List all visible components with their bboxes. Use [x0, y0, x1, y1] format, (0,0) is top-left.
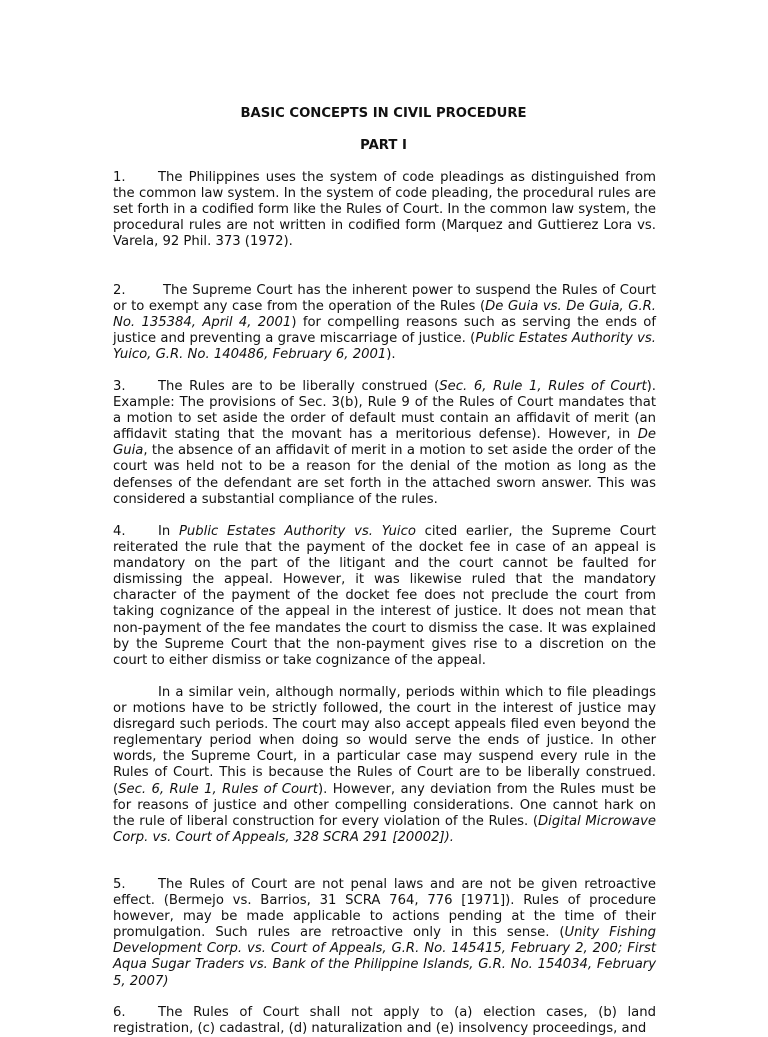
paragraph-1: [113, 170, 656, 250]
paragraph-4: [113, 524, 656, 669]
paragraph-number: 5.: [113, 877, 126, 892]
paragraph-4-continued: [113, 685, 656, 846]
citation-text: Digital Microwave Corp. vs. Court of Appeals, 328 SCRA 291 [20002]).: [113, 813, 656, 845]
paragraph-number: 3.: [113, 379, 126, 394]
paragraph-text: The Rules of Court are not penal laws and are not be given retroactive effect. (Bermejo vs. Barrios, 31 SCRA 764, 776 [1971]). Rules of procedure however, may be made applicable to actions pending at the time of their promulgation. Such rules are retroactive only in this sense. (: [113, 877, 656, 941]
paragraph-6: [113, 1005, 656, 1037]
paragraph-text: The Rules of Court shall not apply to (a) election cases, (b) land registration, (c) cadastral, (d) naturalization and (e) insolvency proceedings, and: [113, 1005, 656, 1037]
paragraph-number: 4.: [113, 524, 126, 539]
paragraph-5: [113, 877, 656, 990]
paragraph-2: [113, 283, 656, 363]
paragraph-text: The Philippines uses the system of code pleadings as distinguished from the common law system. In the system of code pleading, the procedural rules are set forth in a codified form like the Rules of Court. In the common law system, the procedural rules are not written in codified form (Marquez and Guttierez Lora vs. Varela, 92 Phil. 373 (1972).: [113, 170, 656, 250]
paragraph-text: ).: [386, 347, 396, 363]
citation-text: Public Estates Authority vs. Yuico: [178, 524, 416, 539]
paragraph-number: 2.: [113, 283, 126, 298]
citation-text: Public Estates Authority vs. Yuico, G.R. No. 140486, February 6, 2001: [113, 331, 656, 363]
paragraph-text: In: [158, 524, 179, 539]
paragraph-number: 6.: [113, 1005, 126, 1020]
paragraph-text: ). However, any deviation from the Rules must be for reasons of justice and other compelling considerations. One cannot hark on the rule of liberal construction for every violation of the Rules. (: [113, 781, 657, 829]
paragraph-text: ). Example: The provisions of Sec. 3(b), Rule 9 of the Rules of Court mandates that a motion to set aside the order of default must contain an affidavit of merit (an affidavit stating that the movant has a meritorious defense). However, in: [113, 379, 656, 443]
paragraph-text: In a similar vein, although normally, periods within which to file pleadings or motions have to be strictly followed, the court in the interest of justice may disregard such periods. The court may also accept appeals filed even beyond the reglementary period when doing so would serve the ends of justice. In other words, the Supreme Court, in a particular case may suspend every rule in the Rules of Court. This is because the Rules of Court are to be liberally construed. (: [113, 685, 656, 797]
citation-text: Sec. 6, Rule 1, Rules of Court: [439, 379, 647, 394]
part-heading: PART I: [360, 138, 407, 153]
paragraph-text: ) for compelling reasons such as serving the ends of justice and preventing a grave miscarriage of justice. (: [113, 315, 657, 347]
paragraph-3: [113, 379, 656, 508]
paragraph-number: 1.: [113, 170, 126, 185]
citation-text: Sec. 6, Rule 1, Rules of Court: [118, 781, 318, 797]
document-title: BASIC CONCEPTS IN CIVIL PROCEDURE: [240, 106, 527, 121]
citation-text: Unity Fishing Development Corp. vs. Court of Appeals, G.R. No. 145415, February 2, 200; First Aqua Sugar Traders vs. Bank of the Philippine Islands, G.R. No. 154034, February 5, 2007): [113, 925, 656, 989]
paragraph-text: , the absence of an affidavit of merit in a motion to set aside the order of the court was held not to be a reason for the denial of the motion as long as the defenses of the defendant are set forth in the attached sworn answer. This was considered a substantial compliance of the rules.: [113, 443, 656, 507]
paragraph-text: cited earlier, the Supreme Court reiterated the rule that the payment of the docket fee in case of an appeal is mandatory on the part of the litigant and the court cannot be faulted for dismissing the appeal. However, it was likewise ruled that the mandatory character of the payment of the docket fee does not preclude the court from taking cognizance of the appeal in the interest of justice. It does not mean that non-payment of the fee mandates the court to dismiss the case. It was explained by the Supreme Court that the non-payment gives rise to a discretion on the court to either dismiss or take cognizance of the appeal.: [113, 524, 656, 668]
citation-text: De Guia: [113, 427, 656, 459]
paragraph-text: The Rules are to be liberally construed (: [158, 379, 440, 394]
citation-text: De Guia vs. De Guia, G.R. No. 135384, April 4, 2001: [113, 299, 657, 331]
paragraph-text: The Supreme Court has the inherent power to suspend the Rules of Court or to exempt any case from the operation of the Rules (: [113, 283, 656, 315]
